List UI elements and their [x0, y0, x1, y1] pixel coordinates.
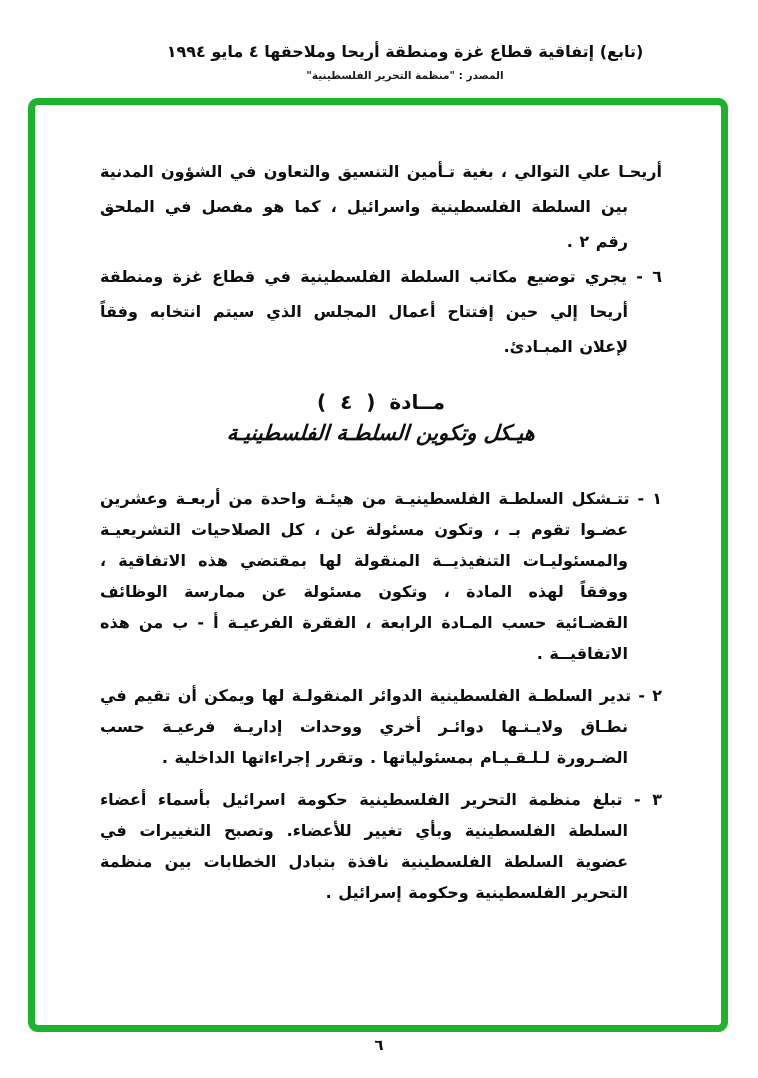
document-body	[35, 105, 721, 1025]
continuation-paragraph: أريحـا علي التوالي ، بغية تـأمين التنسيق والتعاون في الشؤون المدنية بين السلطة الفلسطينية واسرائيل ، كما هو مفصل في الملحق رقم ٢ .	[100, 162, 662, 251]
numbered-item-3: ٣ - تبلغ منظمة التحرير الفلسطينية حكومة اسرائيل بأسماء أعضاء السلطة الفلسطينية وبأي تغيير للأعضاء. وتصبح التغييرات في عضوية السلطة الفلسطينية نافذة بتبادل الخطابات بين منظمة التحرير الفلسطينية وحكومة إسرائيل .	[100, 790, 662, 902]
numbered-item-2: ٢ - تدير السلطـة الفلسطينية الدوائر المنقولـة لها ويمكن أن تقيم في نطـاق ولايـتـها دوائـر أخري ووحدات إداريـة فرعيـة حسب الضـرورة لـلـقـيـام بمسئولياتها . وتقرر إجراءاتها الداخلية .	[100, 686, 662, 767]
document-title: (تابع) إتفاقية قطاع غزة ومنطقة أريحا وملاحقها ٤ مايو ١٩٩٤	[166, 42, 644, 61]
article-title: مــادة ( ٤ )	[316, 390, 446, 414]
numbered-item-6: ٦ - يجري توضيع مكاتب السلطة الفلسطينية في قطاع غزة ومنطقة أريحا إلي حين إفتتاح أعمال المجلس الذي سيتم انتخابه وفقاً لإعلان المبـادئ.	[100, 267, 662, 356]
page-header	[26, 42, 758, 82]
article-subtitle: هيـكل وتكوين السلطـة الفلسطينيـة	[226, 421, 536, 445]
numbered-items	[100, 483, 662, 908]
source-line: المصدر : "منظمة التحرير الفلسطينية"	[306, 70, 504, 82]
numbered-item-1: ١ - تتـشكل السلطـة الفلسطينيـة من هيئـة واحدة من أربعـة وعشرين عضـوا تقوم بـ ، وتكون مسئولة عن ، كل الصلاحيات التشريعيـة والمسئوليـات التنفيذيــة المنقولة لها بمقتضي هذه الاتفاقية ، ووفقاً لهذه المادة ، وتكون مسئولة عن ممارسة الوظائف القضـائية حسب المـادة الرابعة ، الفقرة الفرعيـة أ - ب من هذه الاتفاقيــة .	[100, 489, 662, 663]
article-heading	[100, 390, 662, 445]
content-border-frame	[28, 98, 728, 1032]
page-number: ٦	[374, 1036, 384, 1054]
